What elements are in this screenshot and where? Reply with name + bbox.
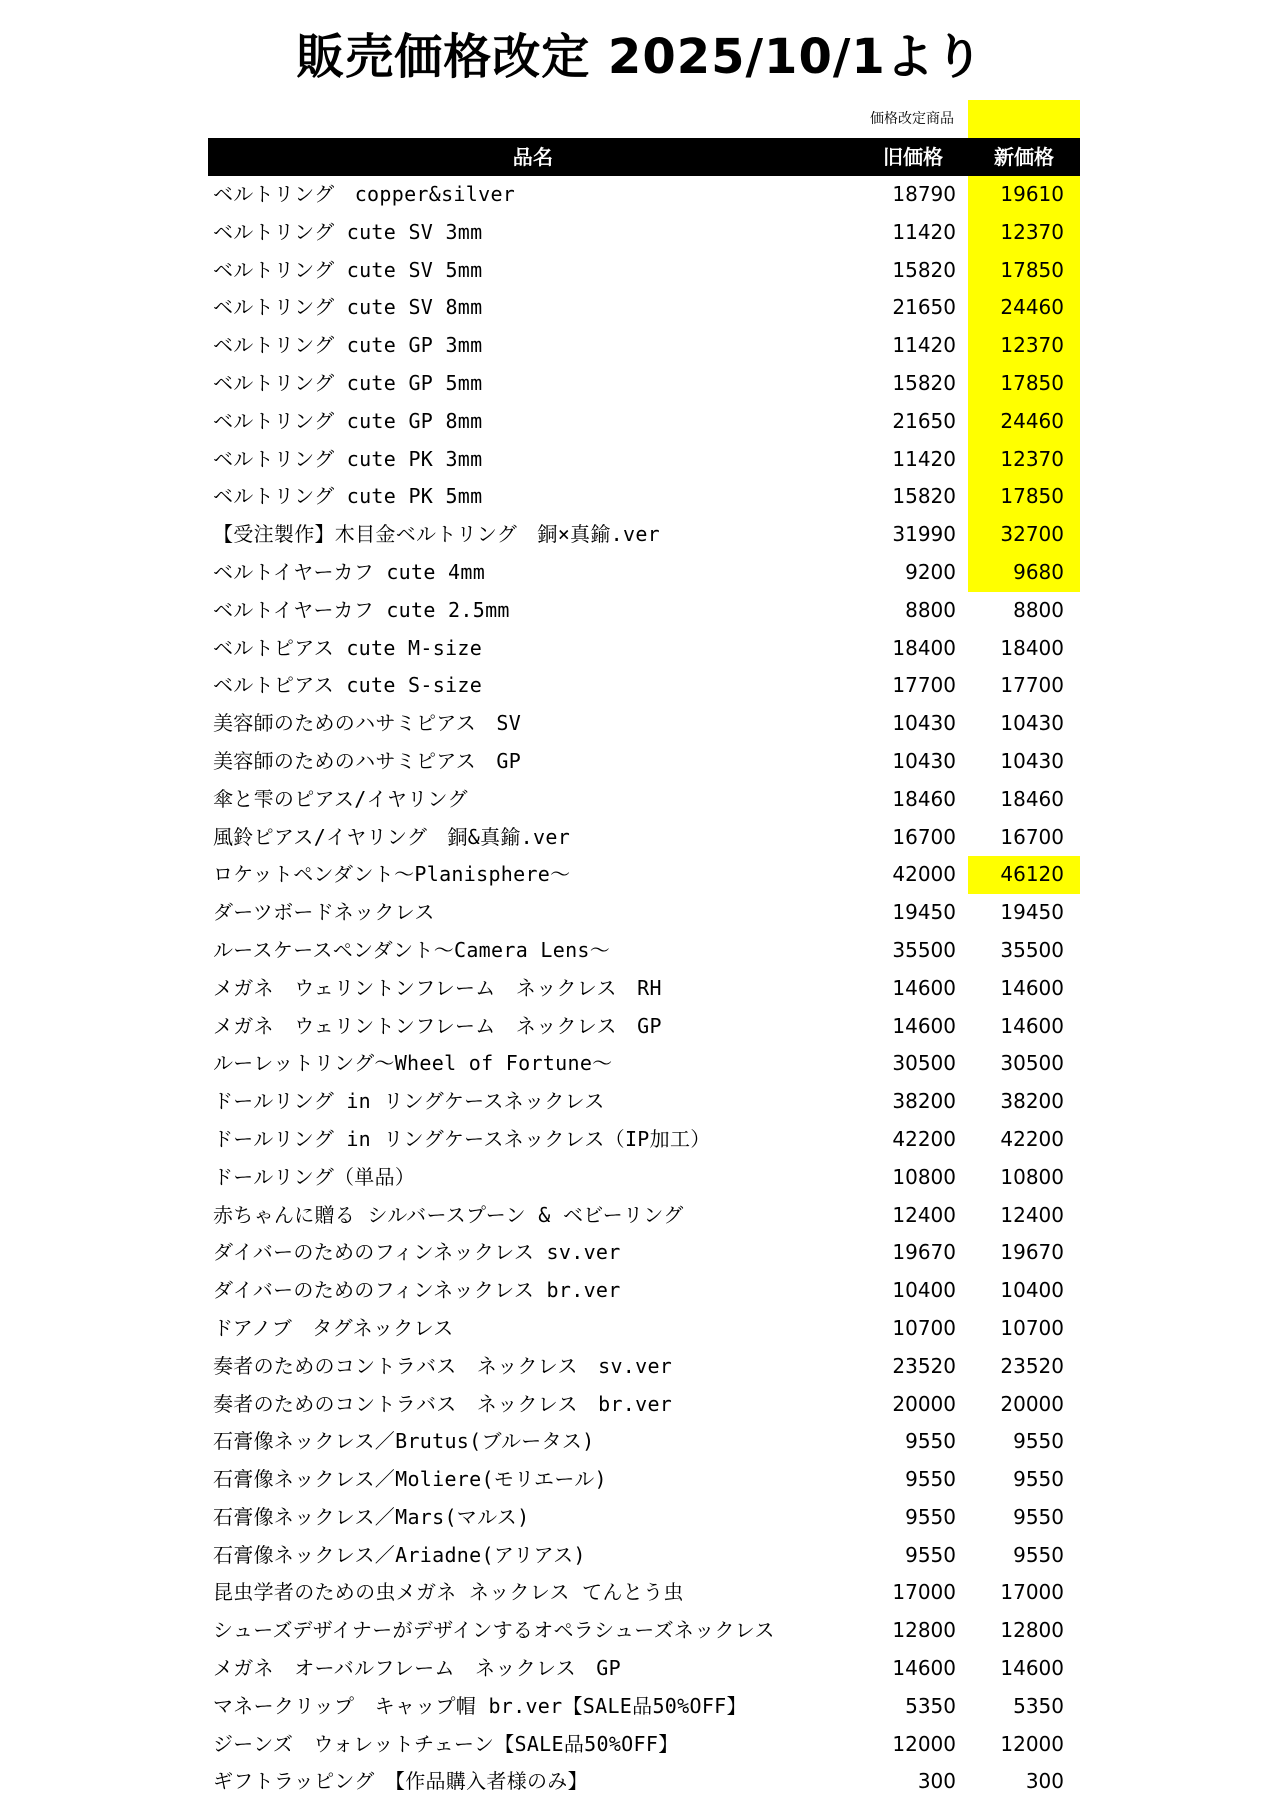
table-row bbox=[208, 1461, 1080, 1499]
product-name-cell: ベルトリング cute SV 5mm bbox=[213, 257, 483, 282]
new-price-cell: 38200 bbox=[1000, 1089, 1064, 1114]
table-row bbox=[208, 365, 1080, 403]
old-price-cell: 38200 bbox=[892, 1089, 956, 1114]
table-row bbox=[208, 781, 1080, 819]
product-name-cell: 石膏像ネックレス／Ariadne(アリアス) bbox=[213, 1542, 586, 1567]
table-row bbox=[208, 1763, 1080, 1801]
table-row bbox=[208, 1045, 1080, 1083]
old-price-cell: 17700 bbox=[892, 673, 956, 698]
table-row bbox=[208, 1272, 1080, 1310]
table-row bbox=[208, 252, 1080, 290]
table-row bbox=[208, 1650, 1080, 1688]
table-row bbox=[208, 1574, 1080, 1612]
new-price-cell: 14600 bbox=[1000, 1013, 1064, 1038]
old-price-cell: 12400 bbox=[892, 1202, 956, 1227]
column-header-old-price: 旧価格 bbox=[883, 145, 943, 169]
old-price-cell: 12000 bbox=[892, 1731, 956, 1756]
new-price-cell: 19610 bbox=[968, 176, 1080, 214]
product-name-cell: メガネ オーバルフレーム ネックレス GP bbox=[213, 1656, 621, 1681]
product-name-cell: ルースケースペンダント～Camera Lens～ bbox=[213, 937, 611, 962]
table-row bbox=[208, 1537, 1080, 1575]
product-name-cell: 美容師のためのハサミピアス GP bbox=[213, 748, 522, 773]
product-name-cell: メガネ ウェリントンフレーム ネックレス RH bbox=[213, 975, 662, 1000]
table-row bbox=[208, 403, 1080, 441]
old-price-cell: 20000 bbox=[892, 1391, 956, 1416]
table-row bbox=[208, 1234, 1080, 1272]
new-price-cell: 8800 bbox=[1013, 597, 1064, 622]
old-price-cell: 10430 bbox=[892, 748, 956, 773]
table-row bbox=[208, 1386, 1080, 1424]
new-price-cell: 17000 bbox=[1000, 1580, 1064, 1605]
new-price-cell: 300 bbox=[1025, 1769, 1064, 1794]
table-body bbox=[208, 176, 1080, 1801]
table-row bbox=[208, 1688, 1080, 1726]
product-name-cell: ベルトリング cute PK 3mm bbox=[213, 446, 483, 471]
old-price-cell: 300 bbox=[917, 1769, 956, 1794]
new-price-cell: 14600 bbox=[1000, 975, 1064, 1000]
column-header-new-price: 新価格 bbox=[994, 145, 1054, 169]
table-row bbox=[208, 1083, 1080, 1121]
product-name-cell: 【受注製作】木目金ベルトリング 銅×真鍮.ver bbox=[213, 522, 661, 547]
table-row bbox=[208, 1008, 1080, 1046]
old-price-cell: 12800 bbox=[892, 1618, 956, 1643]
new-price-cell: 9550 bbox=[1013, 1542, 1064, 1567]
product-name-cell: 奏者のためのコントラバス ネックレス br.ver bbox=[213, 1391, 673, 1416]
old-price-cell: 15820 bbox=[892, 484, 956, 509]
old-price-cell: 9550 bbox=[905, 1542, 956, 1567]
product-name-cell: ベルトリング cute GP 8mm bbox=[213, 408, 483, 433]
table-row bbox=[208, 478, 1080, 516]
legend-highlight-swatch bbox=[968, 100, 1080, 138]
old-price-cell: 18400 bbox=[892, 635, 956, 660]
product-name-cell: 昆虫学者のための虫メガネ ネックレス てんとう虫 bbox=[213, 1580, 684, 1605]
new-price-cell: 19450 bbox=[1000, 900, 1064, 925]
new-price-cell: 9550 bbox=[1013, 1429, 1064, 1454]
product-name-cell: 奏者のためのコントラバス ネックレス sv.ver bbox=[213, 1353, 673, 1378]
product-name-cell: 赤ちゃんに贈る シルバースプーン & ベビーリング bbox=[213, 1202, 684, 1227]
old-price-cell: 9550 bbox=[905, 1429, 956, 1454]
new-price-cell: 18460 bbox=[1000, 786, 1064, 811]
old-price-cell: 11420 bbox=[892, 219, 956, 244]
old-price-cell: 10400 bbox=[892, 1278, 956, 1303]
product-name-cell: ドールリング in リングケースネックレス bbox=[213, 1089, 605, 1114]
new-price-cell: 18400 bbox=[1000, 635, 1064, 660]
old-price-cell: 18460 bbox=[892, 786, 956, 811]
new-price-cell: 10700 bbox=[1000, 1315, 1064, 1340]
product-name-cell: ベルトイヤーカフ cute 2.5mm bbox=[213, 597, 510, 622]
product-name-cell: 美容師のためのハサミピアス SV bbox=[213, 711, 522, 736]
product-name-cell: ベルトリング cute GP 5mm bbox=[213, 370, 483, 395]
table-row bbox=[208, 289, 1080, 327]
product-name-cell: 風鈴ピアス/イヤリング 銅&真鍮.ver bbox=[213, 824, 571, 849]
table-row bbox=[208, 705, 1080, 743]
table-row bbox=[208, 1423, 1080, 1461]
product-name-cell: 石膏像ネックレス／Mars(マルス) bbox=[213, 1504, 530, 1529]
new-price-cell: 46120 bbox=[968, 856, 1080, 894]
new-price-cell: 12370 bbox=[968, 441, 1080, 479]
old-price-cell: 8800 bbox=[905, 597, 956, 622]
product-name-cell: ベルトピアス cute S-size bbox=[213, 673, 483, 698]
old-price-cell: 30500 bbox=[892, 1051, 956, 1076]
product-name-cell: 傘と雫のピアス/イヤリング bbox=[213, 786, 468, 811]
table-row bbox=[208, 1197, 1080, 1235]
column-header-name: 品名 bbox=[512, 145, 554, 169]
new-price-cell: 9550 bbox=[1013, 1467, 1064, 1492]
new-price-cell: 12000 bbox=[1000, 1731, 1064, 1756]
table-row bbox=[208, 856, 1080, 894]
table-row bbox=[208, 1726, 1080, 1764]
old-price-cell: 11420 bbox=[892, 446, 956, 471]
product-name-cell: ドアノブ タグネックレス bbox=[213, 1315, 454, 1340]
table-row bbox=[208, 1159, 1080, 1197]
old-price-cell: 35500 bbox=[892, 937, 956, 962]
new-price-cell: 9680 bbox=[968, 554, 1080, 592]
old-price-cell: 21650 bbox=[892, 295, 956, 320]
product-name-cell: ダーツボードネックレス bbox=[213, 900, 435, 925]
old-price-cell: 42200 bbox=[892, 1126, 956, 1151]
table-row bbox=[208, 554, 1080, 592]
table-row bbox=[208, 1121, 1080, 1159]
new-price-cell: 17700 bbox=[1000, 673, 1064, 698]
new-price-cell: 17850 bbox=[968, 478, 1080, 516]
new-price-cell: 5350 bbox=[1013, 1693, 1064, 1718]
new-price-cell: 32700 bbox=[968, 516, 1080, 554]
table-row bbox=[208, 1310, 1080, 1348]
table-row bbox=[208, 894, 1080, 932]
old-price-cell: 10700 bbox=[892, 1315, 956, 1340]
price-table bbox=[208, 138, 1080, 1801]
table-row bbox=[208, 932, 1080, 970]
product-name-cell: ロケットペンダント～Planisphere～ bbox=[213, 862, 571, 887]
product-name-cell: メガネ ウェリントンフレーム ネックレス GP bbox=[213, 1013, 662, 1038]
table-row bbox=[208, 743, 1080, 781]
table-row bbox=[208, 630, 1080, 668]
table-header bbox=[208, 138, 1080, 176]
new-price-cell: 14600 bbox=[1000, 1656, 1064, 1681]
old-price-cell: 10430 bbox=[892, 711, 956, 736]
product-name-cell: ルーレットリング～Wheel of Fortune～ bbox=[213, 1051, 613, 1076]
new-price-cell: 17850 bbox=[968, 252, 1080, 290]
table-row bbox=[208, 667, 1080, 705]
old-price-cell: 19450 bbox=[892, 900, 956, 925]
product-name-cell: マネークリップ キャップ帽 br.ver【SALE品50%OFF】 bbox=[213, 1693, 747, 1718]
new-price-cell: 12800 bbox=[1000, 1618, 1064, 1643]
new-price-cell: 12400 bbox=[1000, 1202, 1064, 1227]
new-price-cell: 9550 bbox=[1013, 1504, 1064, 1529]
old-price-cell: 9200 bbox=[905, 559, 956, 584]
old-price-cell: 11420 bbox=[892, 333, 956, 358]
table-row bbox=[208, 1499, 1080, 1537]
new-price-cell: 23520 bbox=[1000, 1353, 1064, 1378]
old-price-cell: 15820 bbox=[892, 370, 956, 395]
table-row bbox=[208, 592, 1080, 630]
old-price-cell: 14600 bbox=[892, 975, 956, 1000]
new-price-cell: 10400 bbox=[1000, 1278, 1064, 1303]
product-name-cell: ダイバーのためのフィンネックレス sv.ver bbox=[213, 1240, 621, 1265]
old-price-cell: 21650 bbox=[892, 408, 956, 433]
old-price-cell: 5350 bbox=[905, 1693, 956, 1718]
product-name-cell: ジーンズ ウォレットチェーン【SALE品50%OFF】 bbox=[213, 1731, 679, 1756]
new-price-cell: 17850 bbox=[968, 365, 1080, 403]
product-name-cell: ダイバーのためのフィンネックレス br.ver bbox=[213, 1278, 621, 1303]
new-price-cell: 30500 bbox=[1000, 1051, 1064, 1076]
table-row bbox=[208, 441, 1080, 479]
new-price-cell: 35500 bbox=[1000, 937, 1064, 962]
table-row bbox=[208, 214, 1080, 252]
product-name-cell: ベルトピアス cute M-size bbox=[213, 635, 483, 660]
price-change-legend bbox=[856, 100, 1080, 138]
product-name-cell: ギフトラッピング 【作品購入者様のみ】 bbox=[213, 1769, 588, 1794]
old-price-cell: 15820 bbox=[892, 257, 956, 282]
old-price-cell: 17000 bbox=[892, 1580, 956, 1605]
product-name-cell: 石膏像ネックレス／Brutus(ブルータス) bbox=[213, 1429, 595, 1454]
new-price-cell: 24460 bbox=[968, 289, 1080, 327]
old-price-cell: 31990 bbox=[892, 522, 956, 547]
table-row bbox=[208, 1348, 1080, 1386]
new-price-cell: 10800 bbox=[1000, 1164, 1064, 1189]
new-price-cell: 42200 bbox=[1000, 1126, 1064, 1151]
old-price-cell: 42000 bbox=[892, 862, 956, 887]
table-row bbox=[208, 516, 1080, 554]
new-price-cell: 12370 bbox=[968, 214, 1080, 252]
old-price-cell: 9550 bbox=[905, 1467, 956, 1492]
product-name-cell: ベルトリング cute PK 5mm bbox=[213, 484, 483, 509]
product-name-cell: ベルトリング copper&silver bbox=[213, 182, 516, 206]
old-price-cell: 19670 bbox=[892, 1240, 956, 1265]
new-price-cell: 20000 bbox=[1000, 1391, 1064, 1416]
product-name-cell: ドールリング in リングケースネックレス（IP加工） bbox=[213, 1126, 711, 1151]
product-name-cell: 石膏像ネックレス／Moliere(モリエール) bbox=[213, 1467, 607, 1492]
new-price-cell: 16700 bbox=[1000, 824, 1064, 849]
old-price-cell: 10800 bbox=[892, 1164, 956, 1189]
table-row bbox=[208, 819, 1080, 857]
new-price-cell: 24460 bbox=[968, 403, 1080, 441]
product-name-cell: ベルトリング cute GP 3mm bbox=[213, 333, 483, 358]
new-price-cell: 10430 bbox=[1000, 711, 1064, 736]
legend-label: 価格改定商品 bbox=[870, 111, 954, 127]
old-price-cell: 9550 bbox=[905, 1504, 956, 1529]
old-price-cell: 23520 bbox=[892, 1353, 956, 1378]
product-name-cell: ベルトイヤーカフ cute 4mm bbox=[213, 559, 486, 584]
old-price-cell: 14600 bbox=[892, 1013, 956, 1038]
table-row bbox=[208, 970, 1080, 1008]
old-price-cell: 18790 bbox=[892, 182, 956, 206]
product-name-cell: ベルトリング cute SV 3mm bbox=[213, 219, 483, 244]
old-price-cell: 14600 bbox=[892, 1656, 956, 1681]
product-name-cell: ベルトリング cute SV 8mm bbox=[213, 295, 483, 320]
new-price-cell: 19670 bbox=[1000, 1240, 1064, 1265]
table-row bbox=[208, 1612, 1080, 1650]
old-price-cell: 16700 bbox=[892, 824, 956, 849]
new-price-cell: 12370 bbox=[968, 327, 1080, 365]
product-name-cell: シューズデザイナーがデザインするオペラシューズネックレス bbox=[213, 1618, 775, 1643]
page-title: 販売価格改定 2025/10/1より bbox=[296, 29, 984, 85]
table-row bbox=[208, 176, 1080, 214]
new-price-cell: 10430 bbox=[1000, 748, 1064, 773]
product-name-cell: ドールリング（単品） bbox=[213, 1164, 416, 1189]
table-row bbox=[208, 327, 1080, 365]
